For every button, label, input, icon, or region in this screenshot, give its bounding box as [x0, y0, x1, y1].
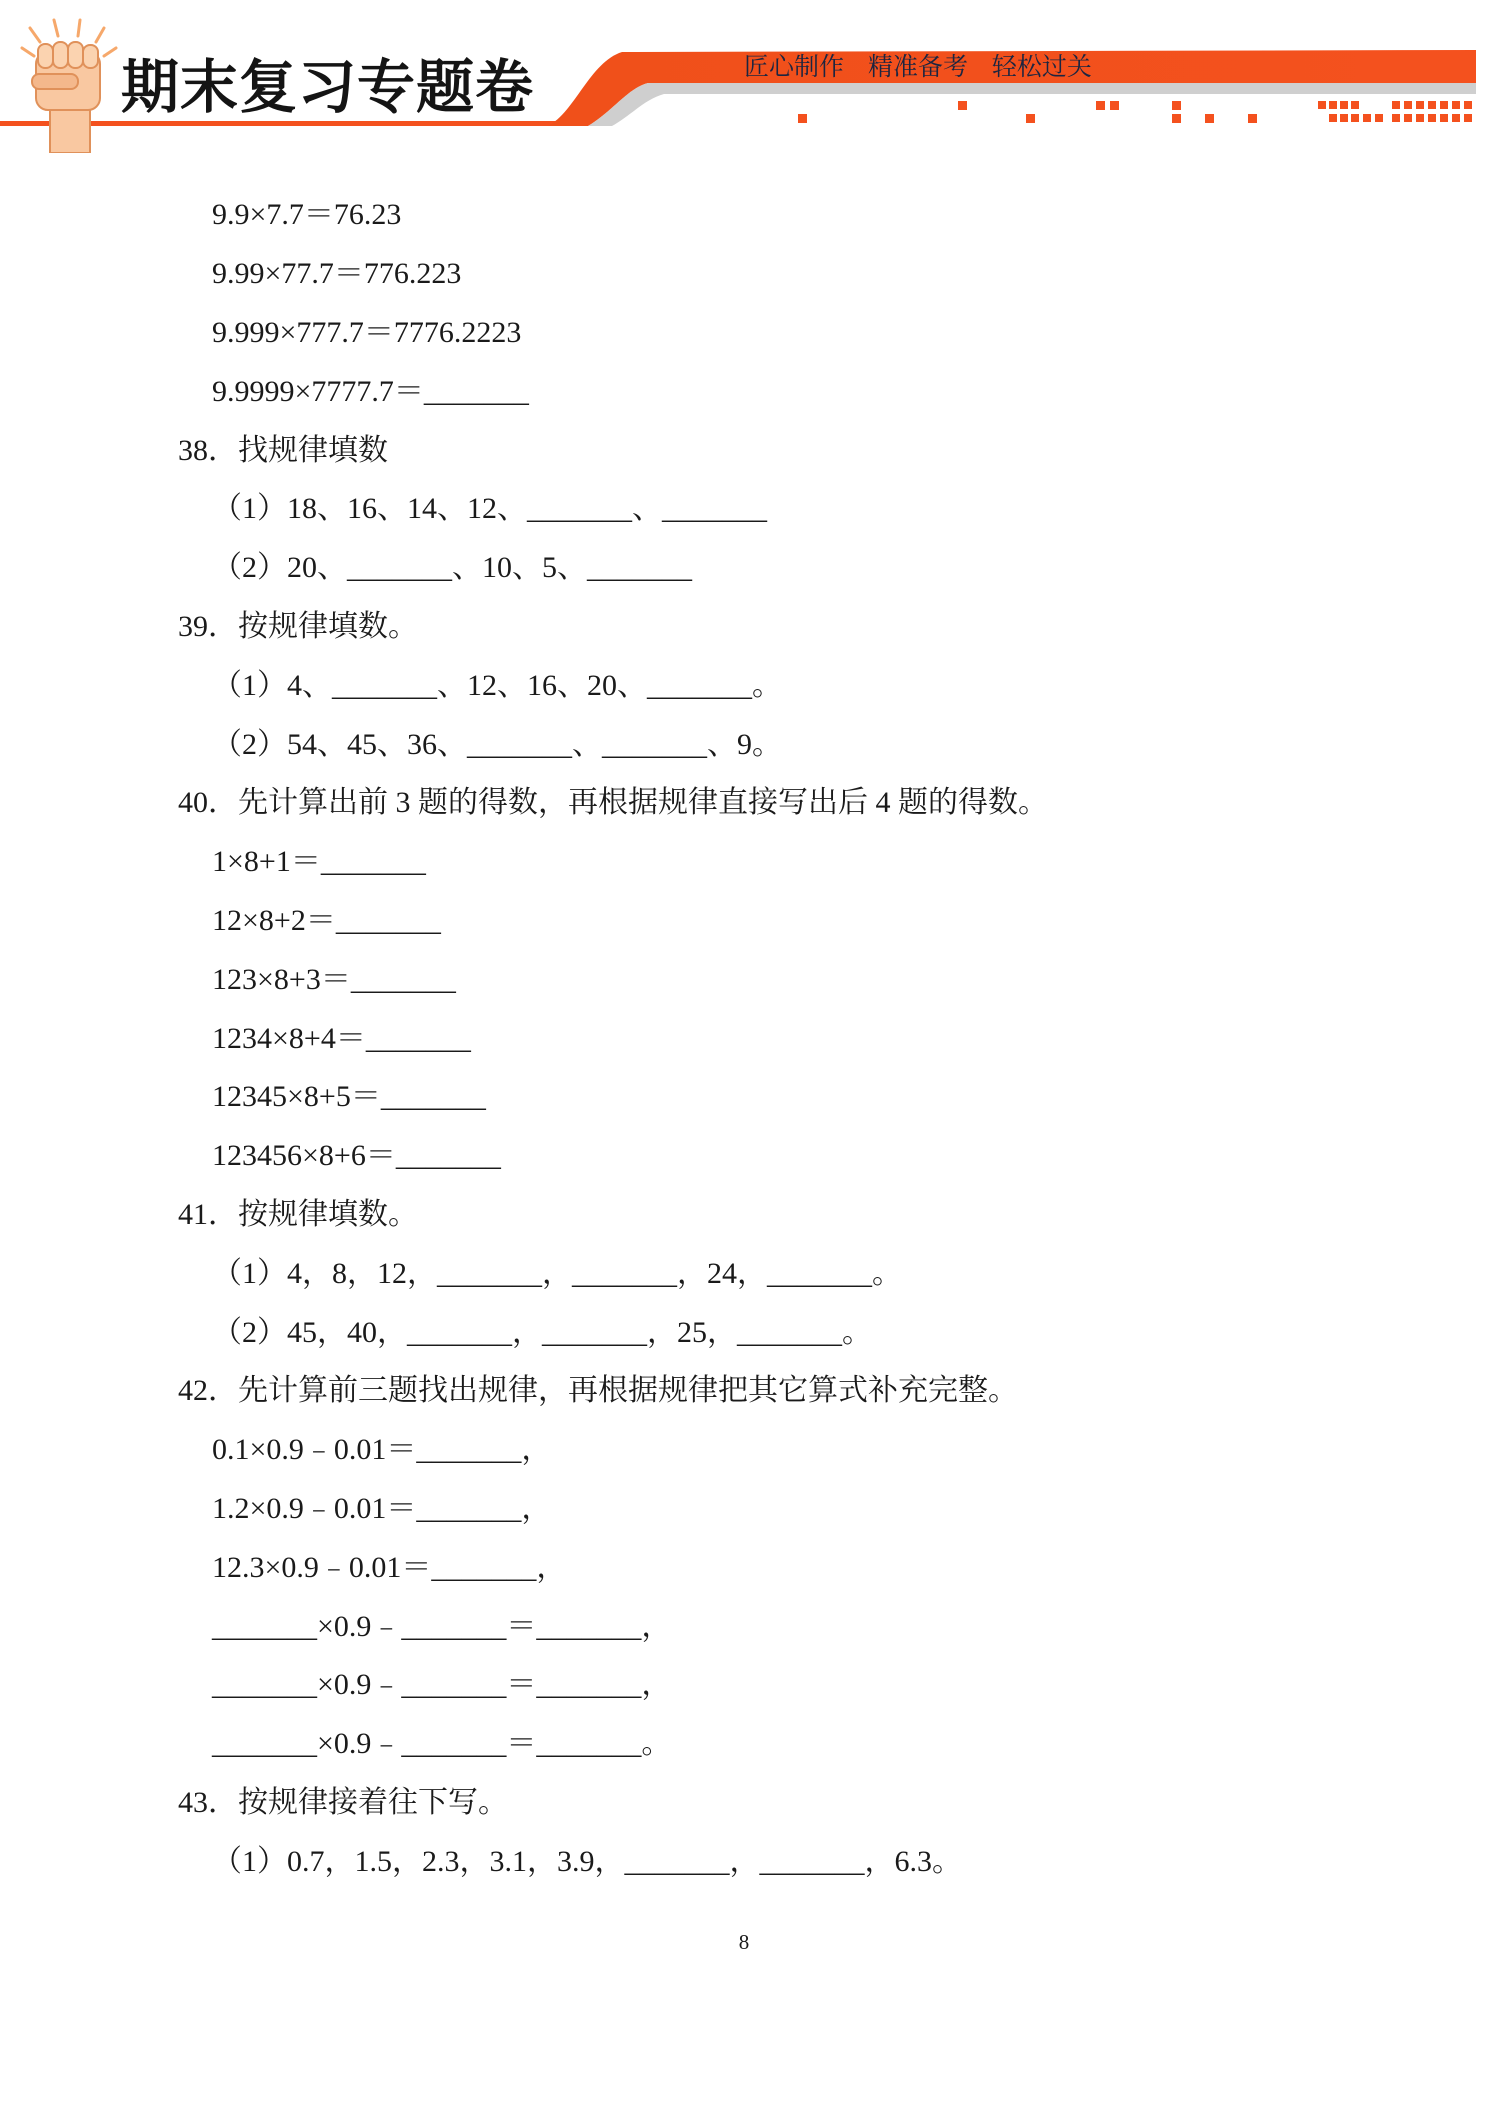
- question-39: [0, 594, 1488, 770]
- decor-square: [1318, 101, 1326, 109]
- equation-line: 0.1×0.9﹣0.01＝_______，: [212, 1433, 552, 1467]
- question-heading: 43．按规律接着往下写。: [178, 1785, 508, 1819]
- previous-question-continued: [0, 182, 1488, 417]
- decor-square: [1340, 114, 1348, 122]
- decor-square: [1452, 101, 1460, 109]
- question-38: [0, 417, 1488, 593]
- decor-square: [1392, 114, 1400, 122]
- decor-square: [1172, 101, 1181, 110]
- equation-line: _______×0.9﹣_______＝_______，: [212, 1609, 672, 1643]
- document-title: 期末复习专题卷: [121, 53, 535, 121]
- decor-square: [1375, 114, 1383, 122]
- equation-line: _______×0.9﹣_______＝_______。: [212, 1727, 672, 1761]
- equation-line: 123×8+3＝_______: [212, 962, 456, 996]
- question-42: [0, 1358, 1488, 1770]
- equation-line: 9.9999×7777.7＝_______: [212, 374, 529, 408]
- equation-line: 12345×8+5＝_______: [212, 1080, 486, 1114]
- decor-square: [1404, 114, 1412, 122]
- decorative-squares: [798, 101, 1472, 123]
- page-number: 8: [738, 1930, 750, 1954]
- decor-square: [1205, 114, 1214, 123]
- decor-square: [1329, 101, 1337, 109]
- decor-square: [1351, 101, 1359, 109]
- question-item: （2）54、45、36、_______、_______、9。: [212, 727, 782, 761]
- decor-square: [1428, 114, 1436, 122]
- question-heading: 41．按规律填数。: [178, 1197, 418, 1231]
- decor-square: [1440, 101, 1448, 109]
- decor-square: [1416, 114, 1424, 122]
- question-heading: 38．找规律填数: [178, 433, 388, 467]
- question-40: [0, 770, 1488, 1182]
- equation-line: 123456×8+6＝_______: [212, 1139, 501, 1173]
- equation-line: 1.2×0.9﹣0.01＝_______，: [212, 1491, 552, 1525]
- question-41: [0, 1182, 1488, 1358]
- decor-square: [1363, 114, 1371, 122]
- equation-line: 12.3×0.9﹣0.01＝_______，: [212, 1550, 567, 1584]
- decor-square: [1428, 101, 1436, 109]
- decor-square: [1416, 101, 1424, 109]
- question-item: （1）0.7，1.5，2.3，3.1，3.9，_______，_______，6.3。: [212, 1844, 962, 1878]
- decor-square: [1464, 101, 1472, 109]
- decor-square: [1392, 101, 1400, 109]
- decor-square: [1329, 114, 1337, 122]
- decor-square: [1096, 101, 1105, 110]
- equation-line: 9.999×777.7＝7776.2223: [212, 315, 522, 349]
- decor-square: [1452, 114, 1460, 122]
- equation-line: 9.9×7.7＝76.23: [212, 198, 402, 232]
- equation-line: 1×8+1＝_______: [212, 845, 426, 879]
- decor-square: [1404, 101, 1412, 109]
- decor-square: [958, 101, 967, 110]
- decor-square: [798, 114, 807, 123]
- header-slogan: 匠心制作 精准备考 轻松过关: [744, 52, 1092, 81]
- question-heading: 40．先计算出前 3 题的得数，再根据规律直接写出后 4 题的得数。: [178, 786, 1048, 820]
- question-item: （2）20、_______、10、5、_______: [212, 551, 692, 585]
- decor-square: [1340, 101, 1348, 109]
- question-item: （1）4、_______、12、16、20、_______。: [212, 668, 782, 702]
- equation-line: 9.99×77.7＝776.223: [212, 257, 462, 291]
- raised-fist-icon: [8, 18, 123, 153]
- question-item: （1）4，8，12，_______，_______，24，_______。: [212, 1256, 902, 1290]
- question-heading: 42．先计算前三题找出规律，再根据规律把其它算式补充完整。: [178, 1374, 1018, 1408]
- equation-line: 1234×8+4＝_______: [212, 1021, 471, 1055]
- question-item: （2）45，40，_______，_______，25，_______。: [212, 1315, 872, 1349]
- question-43: [0, 1770, 1488, 1888]
- decor-square: [1172, 114, 1181, 123]
- equation-line: _______×0.9﹣_______＝_______，: [212, 1668, 672, 1702]
- question-heading: 39．按规律填数。: [178, 609, 418, 643]
- decor-square: [1464, 114, 1472, 122]
- decor-square: [1110, 101, 1119, 110]
- question-item: （1）18、16、14、12、_______、_______: [212, 492, 767, 526]
- worksheet-content: [0, 182, 1488, 1887]
- decor-square: [1440, 114, 1448, 122]
- decor-square: [1248, 114, 1257, 123]
- decor-square: [1351, 114, 1359, 122]
- decor-square: [1026, 114, 1035, 123]
- equation-line: 12×8+2＝_______: [212, 903, 441, 937]
